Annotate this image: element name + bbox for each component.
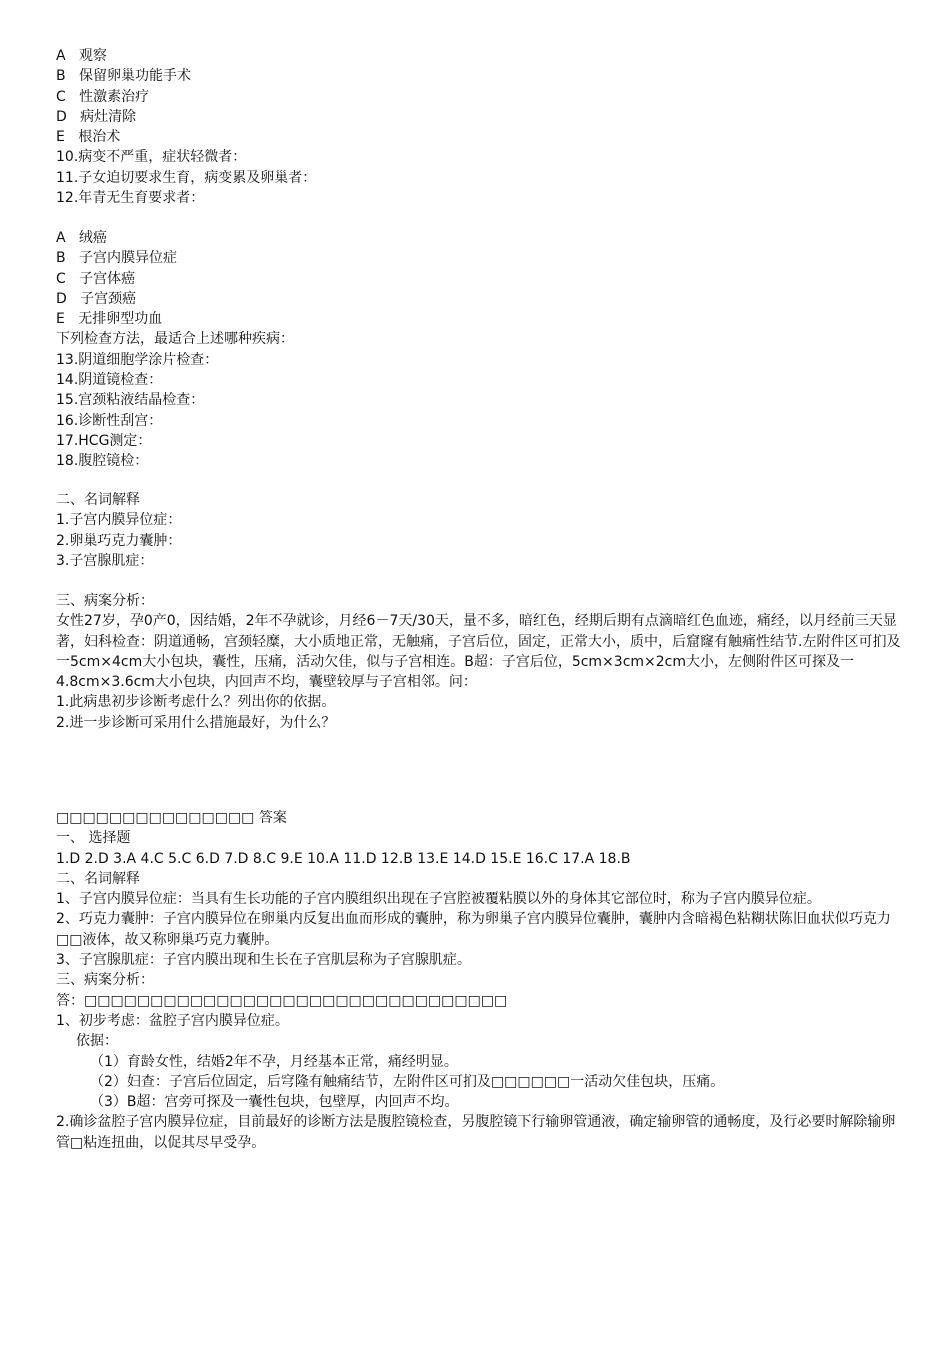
question-11: 11.子女迫切要求生育，病变累及卵巢者：	[56, 169, 317, 186]
option-b: B 保留卵巢功能手术	[56, 68, 191, 85]
diagnosis-2: 2.确诊盆腔子宫内膜异位症，目前最好的诊断方法是腹腔镜检查，另腹腔镜下行输卵管通液，确定输卵管的通畅度，及行必要时解除输卵管□粘连扭曲，以促其尽早受孕。	[56, 1114, 896, 1151]
option-d: D 子宫颈癌	[56, 290, 137, 307]
basis-item-1: （1）育龄女性，结婚2年不孕，月经基本正常，痛经明显。	[90, 1053, 458, 1070]
question-group-diagnosis	[56, 228, 906, 472]
case-heading: 三、病案分析：	[56, 972, 154, 989]
case-question-2: 2.进一步诊断可采用什么措施最好，为什么？	[56, 714, 336, 731]
section-case	[56, 591, 906, 733]
diagnosis-1: 1、初步考虑：盆腔子宫内膜异位症。	[56, 1012, 289, 1029]
answer-key	[56, 808, 906, 1153]
option-c: C 子宫体癌	[56, 270, 136, 287]
question-13: 13.阴道细胞学涂片检查：	[56, 351, 219, 368]
question-17: 17.HCG测定：	[56, 432, 152, 449]
section-terms	[56, 490, 906, 571]
option-e: E 无排卵型功血	[56, 311, 163, 328]
term-answer-3: 3、子宫腺肌症：子宫内膜出现和生长在子宫肌层称为子宫腺肌症。	[56, 952, 471, 969]
basis-label: 依据：	[76, 1033, 118, 1050]
question-group-treatment	[56, 46, 906, 208]
section-heading: 二、名词解释	[56, 492, 140, 508]
basis-item-3: （3）B超：宫旁可探及一囊性包块，包壁厚，内回声不均。	[90, 1094, 459, 1111]
question-12: 12.年青无生育要求者：	[56, 190, 205, 207]
term-answer-1: 1、子宫内膜异位症：当具有生长功能的子宫内膜组织出现在子宫腔被覆粘膜以外的身体其它部位时，称为子宫内膜异位症。	[56, 891, 821, 908]
option-c: C 性激素治疗	[56, 88, 150, 105]
question-18: 18.腹腔镜检：	[56, 453, 149, 470]
question-15: 15.宫颈粘液结晶检查：	[56, 392, 205, 409]
term-answer-2: 2、巧克力囊肿：子宫内膜异位在卵巢内反复出血而形成的囊肿，称为卵巢子宫内膜异位囊肿，囊肿内含暗褐色粘糊状陈旧血状似巧克力□□液体，故又称卵巢巧克力囊肿。	[56, 911, 891, 948]
question-stem: 下列检查方法，最适合上述哪种疾病：	[56, 331, 294, 348]
option-d: D 病灶清除	[56, 108, 137, 125]
question-14: 14.阴道镜检查：	[56, 372, 163, 389]
case-description: 女性27岁，孕0产0，因结婚，2年不孕就诊，月经6－7天/30天，量不多，暗红色，经期后期有点滴暗红色血迹，痛经，以月经前三天显著，妇科检查：阴道通畅，宫颈轻糜，大小质地正常，无触痛，子宫后位，固定，正常大小，质中，后窟窿有触痛性结节.左附件区可扪及一5cm×4cm大小包块，囊性，压痛，活动欠佳，似与子宫相连。B超：子宫后位，5cm×3cm×2cm大小，左侧附件区可探及一4.8cm×3.6cm大小包块，内回声不均，囊壁较厚与子宫相邻。问：	[56, 613, 901, 691]
mc-heading: 一、 选择题	[56, 830, 131, 847]
section-heading: 三、病案分析：	[56, 593, 154, 609]
option-b: B 子宫内膜异位症	[56, 250, 177, 267]
question-10: 10.病变不严重，症状轻微者：	[56, 149, 247, 166]
mc-answers: 1.D 2.D 3.A 4.C 5.C 6.D 7.D 8.C 9.E 10.A 11.D 12.B 13.E 14.D 15.E 16.C 17.A 18.B	[56, 850, 631, 867]
term-2: 2.卵巢巧克力囊肿：	[56, 532, 182, 549]
terms-heading: 二、名词解释	[56, 870, 140, 887]
term-3: 3.子宫腺肌症：	[56, 552, 154, 569]
question-16: 16.诊断性刮宫：	[56, 412, 163, 429]
case-question-1: 1.此病患初步诊断考虑什么？列出你的依据。	[56, 694, 336, 711]
case-answer-label: 答：□□□□□□□□□□□□□□□□□□□□□□□□□□□□□□□□	[56, 992, 508, 1009]
option-e: E 根治术	[56, 129, 121, 146]
option-a: A 观察	[56, 48, 107, 64]
answer-title: □□□□□□□□□□□□□□□ 答案	[56, 810, 287, 826]
term-1: 1.子宫内膜异位症：	[56, 512, 182, 529]
option-a: A 绒癌	[56, 230, 107, 246]
basis-item-2: （2）妇查：子宫后位固定，后穹隆有触痛结节，左附件区可扪及□□□□□□一活动欠佳包块，压痛。	[90, 1073, 725, 1090]
